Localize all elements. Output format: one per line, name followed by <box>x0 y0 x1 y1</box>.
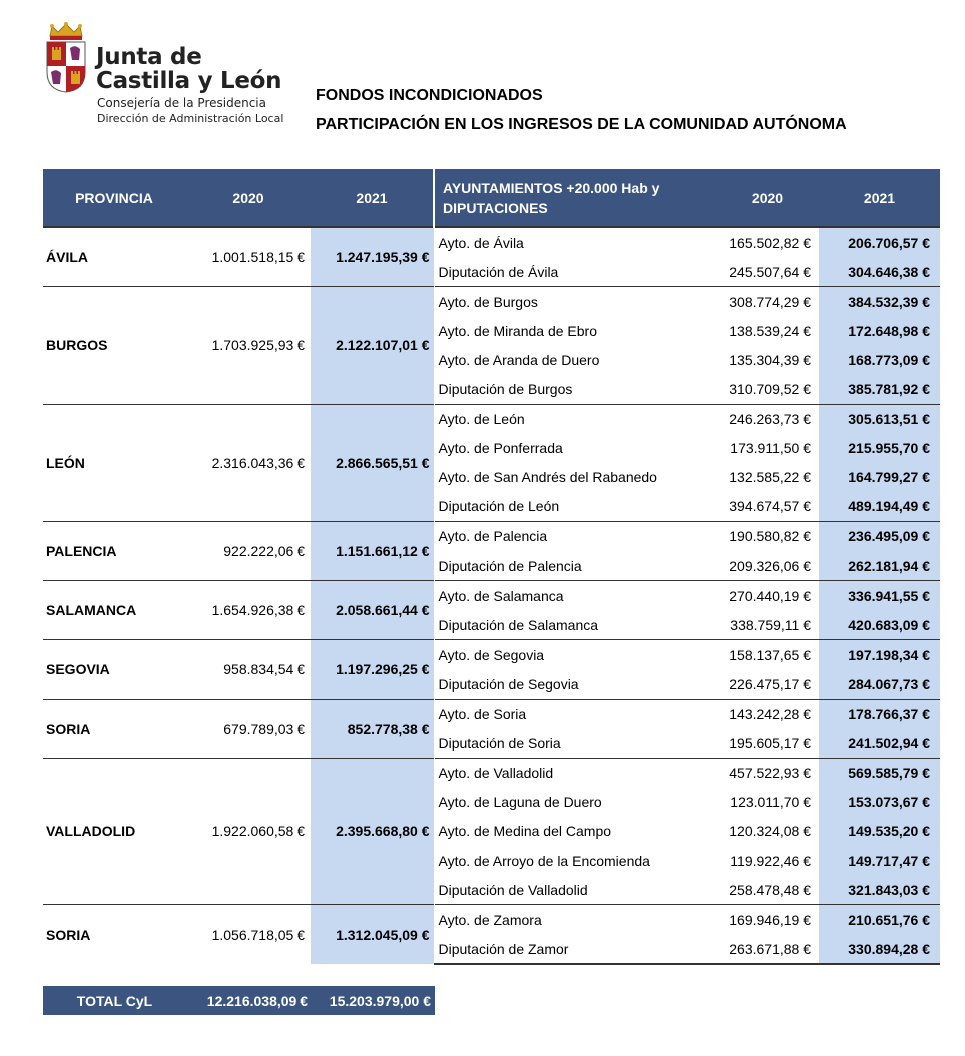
province-2020-value: 1.922.060,58 € <box>185 758 311 904</box>
table-header-row <box>43 169 940 227</box>
total-row <box>43 986 435 1015</box>
province-name: SEGOVIA <box>43 640 185 699</box>
municipality-2020-value: 169.946,19 € <box>716 905 819 935</box>
municipality-name: Ayto. de Salamanca <box>434 581 716 611</box>
column-header-2020: 2020 <box>185 169 311 227</box>
document-title: FONDOS INCONDICIONADOS <box>316 87 543 104</box>
municipality-2020-value: 120.324,08 € <box>729 823 811 840</box>
municipality-name: Diputación de Valladolid <box>438 881 588 898</box>
municipality-2021-value: 321.843,03 € <box>819 875 940 905</box>
municipality-2021-value: 241.502,94 € <box>819 729 940 759</box>
municipality-name: Ayto. de Miranda de Ebro <box>438 322 598 339</box>
municipality-2021-value: 215.955,70 € <box>819 434 940 463</box>
province-2020-value: 1.703.925,93 € <box>185 287 311 404</box>
province-2020-value: 1.056.718,05 € <box>185 905 311 965</box>
municipality-2021-value: 178.766,37 € <box>819 699 940 729</box>
municipality-name: Ayto. de Zamora <box>434 905 716 935</box>
municipality-2020-value: 245.507,64 € <box>729 263 811 280</box>
municipality-2020-value: 123.011,70 € <box>730 794 811 811</box>
province-2021-value: 2.395.668,80 € <box>311 758 434 904</box>
municipality-2021-value: 569.585,79 € <box>819 758 940 788</box>
municipality-2020-value: 226.475,17 € <box>729 675 811 692</box>
province-2020-value: 679.789,03 € <box>185 699 311 758</box>
municipality-name: Ayto. de Valladolid <box>434 758 716 788</box>
document-subtitle: PARTICIPACIÓN EN LOS INGRESOS DE LA COMUNIDAD AUTÓNOMA <box>316 116 847 133</box>
municipality-2020-value: 457.522,93 € <box>716 758 819 788</box>
province-2020-value: 1.654.926,38 € <box>185 581 311 640</box>
municipality-2020-value: 138.539,24 € <box>729 322 811 339</box>
directorate-name: Dirección de Administración Local <box>97 112 284 125</box>
municipality-name: Ayto. de Ponferrada <box>438 440 563 457</box>
municipality-2020-value: 132.585,22 € <box>729 469 811 486</box>
province-name: LEÓN <box>43 404 185 521</box>
municipality-2021-value: 284.067,73 € <box>819 669 940 699</box>
municipality-2020-value: 119.922,46 € <box>730 852 811 869</box>
municipality-2020-value: 270.440,19 € <box>716 581 819 611</box>
municipality-2021-value: 149.717,47 € <box>819 846 940 875</box>
province-name: BURGOS <box>43 287 185 404</box>
municipality-name: Diputación de Segovia <box>438 675 579 692</box>
municipality-name: Diputación de Zamor <box>434 934 716 964</box>
municipality-2021-value: 420.683,09 € <box>819 610 940 640</box>
province-2021-value: 852.778,38 € <box>311 699 434 758</box>
total-2020: 12.216.038,09 € <box>186 986 312 1015</box>
province-name: VALLADOLID <box>43 758 185 904</box>
municipality-2021-value: 304.646,38 € <box>819 257 940 287</box>
table-row <box>43 758 940 788</box>
province-2021-value: 1.197.296,25 € <box>311 640 434 699</box>
municipality-2020-value: 158.137,65 € <box>716 640 819 670</box>
province-2021-value: 1.312.045,09 € <box>311 905 434 965</box>
municipality-2021-value: 336.941,55 € <box>819 581 940 611</box>
department-name: Consejería de la Presidencia <box>97 96 266 110</box>
province-2020-value: 922.222,06 € <box>185 521 311 580</box>
column-header-2021: 2021 <box>311 169 434 227</box>
total-2021: 15.203.979,00 € <box>312 986 435 1015</box>
municipality-name: Diputación de León <box>438 498 560 515</box>
column-header-provincia: PROVINCIA <box>43 169 185 227</box>
municipality-2020-value: 246.263,73 € <box>716 404 819 434</box>
municipality-2020-value: 310.709,52 € <box>729 381 811 398</box>
coat-of-arms-logo <box>42 22 90 94</box>
municipality-name: Ayto. de Palencia <box>434 521 716 551</box>
municipality-2021-value: 210.651,76 € <box>819 905 940 935</box>
table-body <box>43 227 940 964</box>
table-row <box>43 287 940 317</box>
province-2021-value: 1.151.661,12 € <box>311 521 434 580</box>
municipality-2021-value: 384.532,39 € <box>819 287 940 317</box>
table-row <box>43 404 940 434</box>
table-row <box>43 581 940 611</box>
municipality-2021-value: 164.799,27 € <box>819 463 940 492</box>
municipality-name: Ayto. de León <box>434 404 716 434</box>
municipality-name: Ayto. de Segovia <box>434 640 716 670</box>
municipality-2021-value: 172.648,98 € <box>819 316 940 345</box>
municipality-2021-value: 262.181,94 € <box>819 551 940 581</box>
column-header-municipal-2020: 2020 <box>716 169 819 227</box>
municipality-2020-value: 338.759,11 € <box>730 616 811 633</box>
municipality-2021-value: 168.773,09 € <box>819 345 940 374</box>
municipality-2021-value: 305.613,51 € <box>819 404 940 434</box>
column-header-ayuntamientos: AYUNTAMIENTOS +20.000 Hab y DIPUTACIONES <box>434 169 716 227</box>
municipality-2020-value: 308.774,29 € <box>716 287 819 317</box>
brand-name-line1: Junta de <box>96 44 202 70</box>
municipality-name: Diputación de Palencia <box>438 557 582 574</box>
province-2021-value: 2.866.565,51 € <box>311 404 434 521</box>
municipality-2020-value: 195.605,17 € <box>729 735 811 752</box>
province-name: ÁVILA <box>43 227 185 287</box>
municipality-name: Ayto. de Aranda de Duero <box>438 351 600 368</box>
table-row <box>43 521 940 551</box>
province-2020-value: 2.316.043,36 € <box>185 404 311 521</box>
municipality-name: Ayto. de Burgos <box>434 287 716 317</box>
table-row <box>43 640 940 670</box>
municipality-name: Ayto. de Arroyo de la Encomienda <box>438 852 650 869</box>
province-2020-value: 958.834,54 € <box>185 640 311 699</box>
municipality-name: Ayto. de Soria <box>434 699 716 729</box>
municipality-2020-value: 190.580,82 € <box>716 521 819 551</box>
province-name: SORIA <box>43 905 185 965</box>
municipality-2020-value: 258.478,48 € <box>729 881 811 898</box>
municipality-name: Diputación de Ávila <box>438 263 559 280</box>
municipality-name: Ayto. de Ávila <box>434 227 716 257</box>
municipality-2021-value: 236.495,09 € <box>819 521 940 551</box>
table-row <box>43 699 940 729</box>
municipality-2021-value: 153.073,67 € <box>819 788 940 817</box>
province-name: PALENCIA <box>43 521 185 580</box>
total-label: TOTAL CyL <box>43 986 186 1015</box>
municipality-2021-value: 385.781,92 € <box>819 374 940 404</box>
municipality-name: Diputación de Soria <box>438 735 561 752</box>
municipality-2020-value: 135.304,39 € <box>729 351 811 368</box>
municipality-2020-value: 209.326,06 € <box>729 557 811 574</box>
municipality-2020-value: 263.671,88 € <box>716 934 819 964</box>
funds-table <box>43 169 940 965</box>
municipality-2020-value: 394.674,57 € <box>729 498 811 515</box>
brand-name-line2: Castilla y León <box>96 68 282 94</box>
province-name: SORIA <box>43 699 185 758</box>
table-row <box>43 905 940 935</box>
municipality-name: Ayto. de Laguna de Duero <box>438 794 602 811</box>
municipality-2021-value: 197.198,34 € <box>819 640 940 670</box>
municipality-name: Ayto. de Medina del Campo <box>438 823 612 840</box>
municipality-2021-value: 489.194,49 € <box>819 492 940 522</box>
municipality-2021-value: 149.535,20 € <box>819 817 940 846</box>
province-2020-value: 1.001.518,15 € <box>185 227 311 287</box>
province-name: SALAMANCA <box>43 581 185 640</box>
table-row <box>43 227 940 257</box>
municipality-2021-value: 206.706,57 € <box>819 227 940 257</box>
province-2021-value: 2.122.107,01 € <box>311 287 434 404</box>
province-2021-value: 1.247.195,39 € <box>311 227 434 287</box>
municipality-2021-value: 330.894,28 € <box>819 934 940 964</box>
municipality-2020-value: 165.502,82 € <box>716 227 819 257</box>
municipality-2020-value: 143.242,28 € <box>716 699 819 729</box>
municipality-name: Ayto. de San Andrés del Rabanedo <box>438 469 657 486</box>
municipality-2020-value: 173.911,50 € <box>730 440 811 457</box>
municipality-name: Diputación de Burgos <box>438 381 573 398</box>
province-2021-value: 2.058.661,44 € <box>311 581 434 640</box>
column-header-municipal-2021: 2021 <box>819 169 940 227</box>
municipality-name: Diputación de Salamanca <box>438 616 599 633</box>
